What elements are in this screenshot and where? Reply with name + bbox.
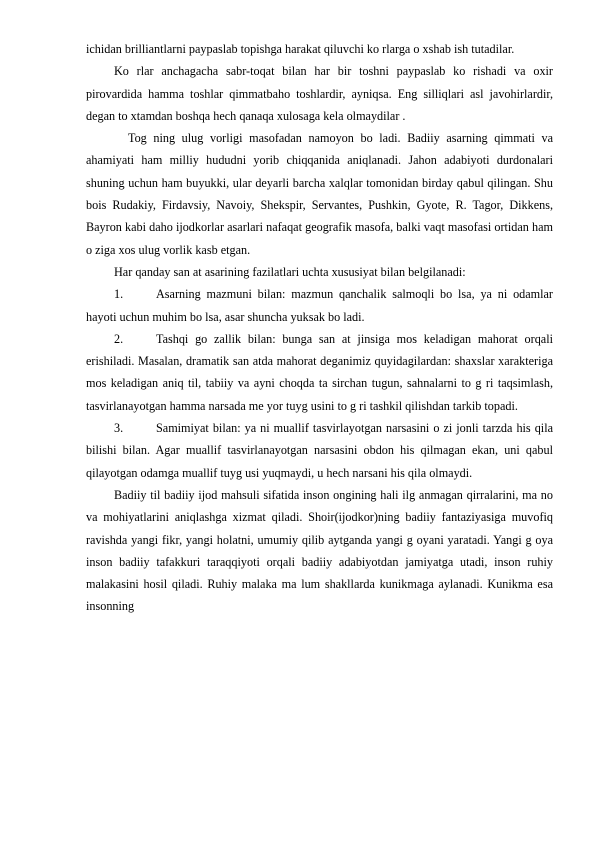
paragraph: Tog ning ulug vorligi masofadan namoyon bo ladi. Badiiy asarning qimmati va ahamiyati ham milliy hududni yorib chiqqanida aniqlanadi. Jahon adabiyoti durdonalari shuning uchun ham buyukki, ular deyarli barcha xalqlar tomonidan birday qabul qilingan. Shu bois Rudakiy, Firdavsiy, Navoiy, Shekspir, Servantes, Pushkin, Gyote, R. Tagor, Dikkens, Bayron kabi daho ijodkorlar asarlari nafaqat geografik masofa, balki vaqt masofasi ortidan ham o ziga xos ulug vorlik kasb etgan.: [86, 131, 553, 257]
list-number: 3.: [114, 421, 124, 436]
paragraph: Har qanday san at asarining fazilatlari uchta xususiyat bilan belgilanadi:: [114, 264, 466, 279]
list-item-text: Tashqi go zallik bilan: bunga san at jinsiga mos keladigan mahorat orqali erishiladi. Masalan, dramatik san atda mahorat deganimiz quyidagilardan: shaxslar xarakteriga mos keladigan aniq til, tabiiy va ayni choqda ta sirchan tugun, sahnalarni to g ri taqsimlash, tasvirlanayotgan hamma narsada me yor tuyg usini to g ri tashkil qilishdan tarkib topadi.: [86, 331, 553, 413]
paragraph: ichidan brilliantlarni paypaslab topishga harakat qiluvchi ko rlarga o xshab ish tutadilar.: [86, 42, 515, 56]
list-item: [86, 417, 553, 484]
list-number: 1.: [114, 287, 124, 302]
list-item: [86, 283, 553, 328]
list-number: 2.: [114, 331, 124, 346]
list-item-text: Asarning mazmuni bilan: mazmun qanchalik salmoqli bo lsa, ya ni odamlar hayoti uchun muhim bo lsa, asar shuncha yuksak bo ladi.: [86, 287, 553, 324]
paragraph: Ko rlar anchagacha sabr-toqat bilan har bir toshni paypaslab ko rishadi va oxir pirovardida hamma toshlar qimmatbaho toshlardir, ayniqsa. Eng silliqlari asl javohirlardir, degan to xtamdan boshqa hech qanaqa xulosaga kela olmaydilar .: [86, 64, 553, 123]
list-item-text: Samimiyat bilan: ya ni muallif tasvirlayotgan narsasini o zi jonli tarzda his qila bilishi bilan. Agar muallif tasvirlanayotgan narsasini obdon his qilmagan ekan, uni qabul qilayotgan odamga muallif tuyg usi yuqmaydi, u hech narsani his qila olmaydi.: [86, 421, 553, 480]
paragraph: Badiiy til badiiy ijod mahsuli sifatida inson ongining hali ilg anmagan qirralarini, ma no va mohiyatlarini aniqlashga xizmat qiladi. Shoir(ijodkor)ning badiiy fantaziyasiga muvofiq ravishda yangi fikr, yangi holatni, umumiy qilib aytganda yangi g oyani yaratadi. Yangi g oya inson badiiy tafakkuri taraqqiyoti orqali badiiy adabiyotdan jamiyatga utadi, inson ruhiy malakasini hosil qiladi. Ruhiy malaka ma lum shakllarda kunikmaga aylanadi. Kunikma esa insonning: [86, 487, 553, 614]
body-text: [86, 38, 553, 618]
list-item: [86, 328, 553, 417]
